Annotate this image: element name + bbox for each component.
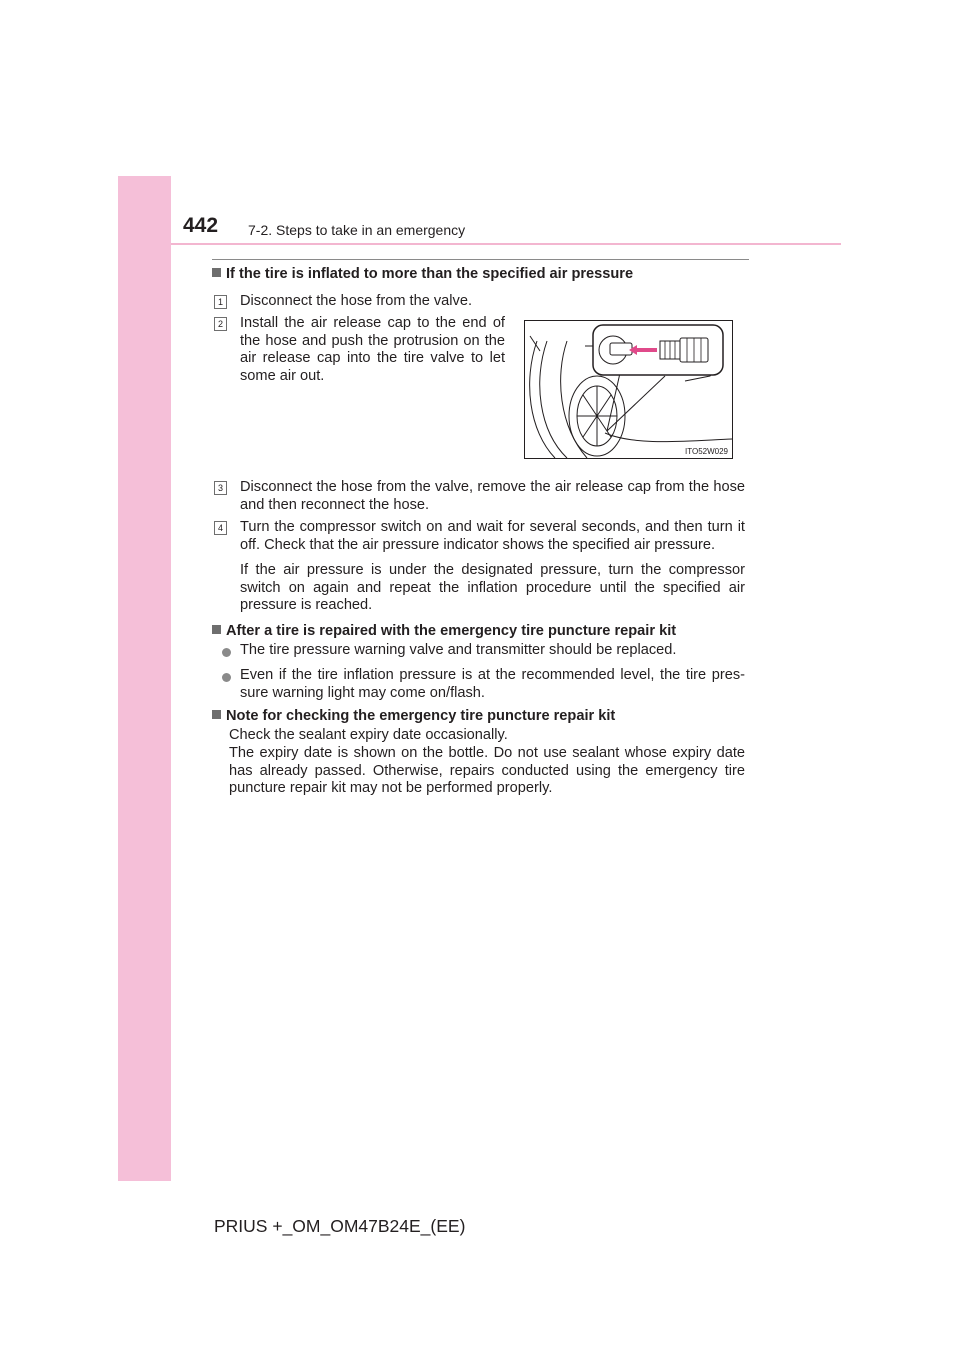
circle-bullet-icon <box>222 648 231 657</box>
step-4-text: Turn the compressor switch on and wait for several seconds, and then turn it off. Check that the air pressure indicator shows the specified air pressure. <box>240 519 745 553</box>
content-divider <box>212 259 749 260</box>
header-rule <box>171 243 841 245</box>
bullet-warning-light: Even if the tire inflation pressure is at the recommended level, the tire pres- sure warning light may come on/flash. <box>240 667 745 701</box>
square-bullet-icon <box>212 268 221 277</box>
bullet-replace-valve: The tire pressure warning valve and transmitter should be replaced. <box>240 642 677 658</box>
note-check-sealant: Check the sealant expiry date occasionally. <box>229 727 508 743</box>
document-footer: PRIUS +_OM_OM47B24E_(EE) <box>214 1216 466 1236</box>
tire-valve-drawing <box>525 321 732 458</box>
section-heading-note-checking: Note for checking the emergency tire puncture repair kit <box>212 708 752 726</box>
circle-bullet-icon <box>222 673 231 682</box>
figure-code: ITO52W029 <box>685 447 728 456</box>
step-number-2: 2 <box>214 317 227 331</box>
chapter-side-band <box>118 176 171 1181</box>
step-number-3: 3 <box>214 481 227 495</box>
note-expiry-date: The expiry date is shown on the bottle. Do not use sealant whose expiry date has already passed. Otherwise, repairs conducted using the emergency tire puncture repair kit may not be performed properly. <box>229 745 745 796</box>
step-number-4: 4 <box>214 521 227 535</box>
square-bullet-icon <box>212 710 221 719</box>
air-release-cap-illustration <box>524 320 733 459</box>
page-number: 442 <box>183 214 219 237</box>
square-bullet-icon <box>212 625 221 634</box>
step-1-text: Disconnect the hose from the valve. <box>240 293 472 309</box>
step-4-note: If the air pressure is under the designated pressure, turn the compressor switch on again and repeat the inflation procedure until the specified air pressure is reached. <box>240 562 745 613</box>
step-3-text: Disconnect the hose from the valve, remove the air release cap from the hose and then reconnect the hose. <box>240 479 745 513</box>
section-heading-after-repair: After a tire is repaired with the emergency tire puncture repair kit <box>212 623 752 641</box>
step-2-text: Install the air release cap to the end of the hose and push the protrusion on the air release cap into the tire valve to let some air out. <box>240 315 505 384</box>
section-heading-overinflated: If the tire is inflated to more than the specified air pressure <box>212 266 752 284</box>
step-number-1: 1 <box>214 295 227 309</box>
section-title: 7-2. Steps to take in an emergency <box>248 222 466 238</box>
